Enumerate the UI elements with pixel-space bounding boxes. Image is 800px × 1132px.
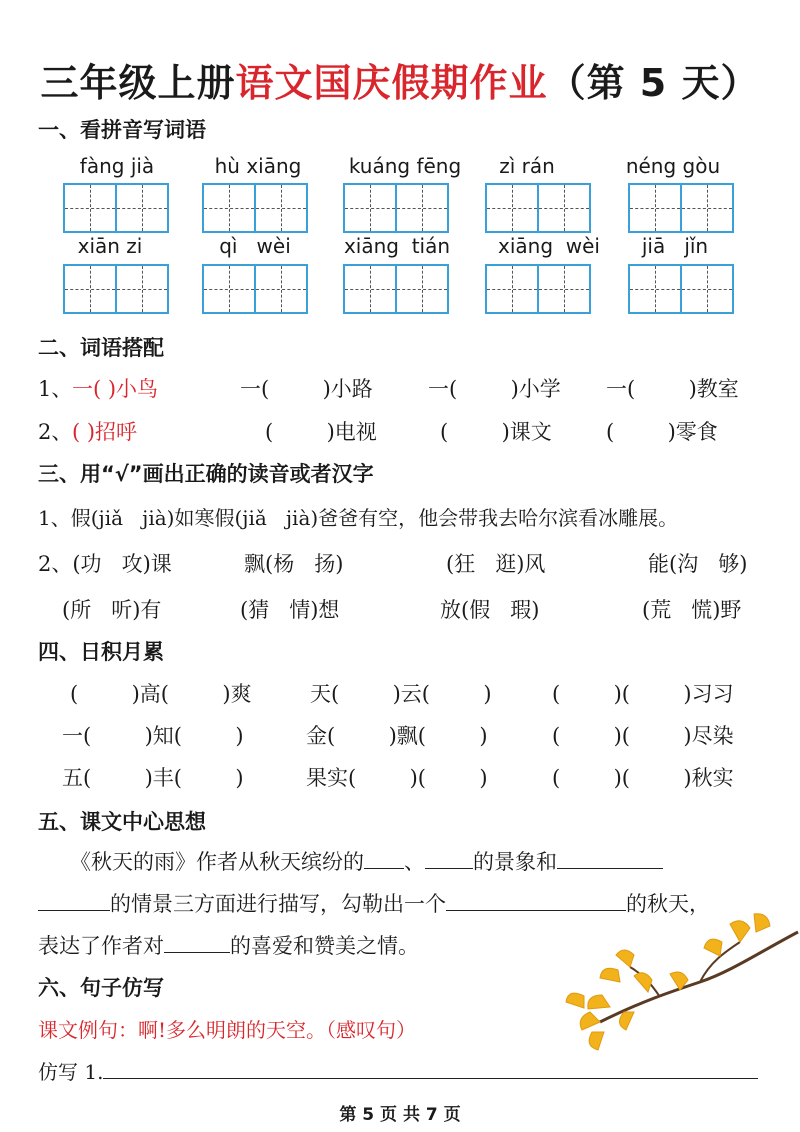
choice-item[interactable]: 飘(杨 扬) — [244, 552, 344, 576]
title-day: （第 5 天） — [547, 61, 760, 105]
idiom-blank[interactable]: 五( )丰( ) — [62, 766, 244, 790]
pinyin-label: xiāng tián — [343, 234, 451, 258]
writing-grid[interactable] — [343, 264, 449, 314]
section4-heading: 四、日积月累 — [38, 640, 164, 664]
writing-grid[interactable] — [63, 264, 169, 314]
summary-text: 表达了作者对 — [38, 934, 164, 958]
pinyin-label: zì rán — [499, 154, 555, 178]
summary-text: 的喜爱和赞美之情。 — [230, 934, 419, 958]
idiom-blank[interactable]: ( )( )尽染 — [552, 724, 734, 748]
section2-heading: 二、词语搭配 — [38, 336, 164, 360]
title-grade: 三年级上册 — [40, 61, 236, 105]
idiom-blank[interactable]: ( )( )习习 — [552, 682, 734, 706]
choice-line[interactable]: 1、假(jiǎ jià)如寒假(jiǎ jià)爸爸有空，他会带我去哈尔滨看冰雕展。 — [38, 506, 679, 530]
pinyin-label: xiāng wèi — [498, 234, 600, 258]
title-subject: 语文国庆假期作业 — [235, 61, 548, 105]
match-example: ( )招呼 — [72, 420, 138, 444]
page-footer: 第 5 页 共 7 页 — [339, 1105, 461, 1125]
summary-line-1 — [70, 846, 663, 876]
writing-grid[interactable] — [485, 264, 591, 314]
pinyin-label: qì wèi — [219, 234, 291, 258]
page-title — [0, 52, 800, 107]
pinyin-label: xiān zi — [77, 234, 143, 258]
idiom-blank[interactable]: 一( )知( ) — [62, 724, 244, 748]
fill-blank[interactable] — [557, 848, 663, 869]
writing-grid[interactable] — [628, 264, 734, 314]
section3-heading: 三、用“√”画出正确的读音或者汉字 — [38, 462, 374, 486]
writing-grid[interactable] — [343, 183, 449, 233]
example-sentence: 课文例句：啊!多么明朗的天空。（感叹句） — [38, 1018, 417, 1042]
imitate-line — [38, 1056, 758, 1085]
summary-text: 、 — [404, 850, 425, 874]
summary-text: 《秋天的雨》作者从秋天缤纷的 — [70, 850, 364, 874]
match-row-number: 2、 — [38, 420, 73, 444]
summary-text: 的秋天， — [626, 892, 710, 916]
choice-item[interactable]: (所 听)有 — [62, 598, 162, 622]
writing-grid[interactable] — [485, 183, 591, 233]
section5-heading: 五、课文中心思想 — [38, 810, 206, 834]
pinyin-label: hù xiāng — [214, 154, 302, 178]
writing-grid[interactable] — [63, 183, 169, 233]
choice-item[interactable]: 2、(功 攻)课 — [38, 552, 172, 576]
idiom-blank[interactable]: 金( )飘( ) — [306, 724, 488, 748]
fill-blank[interactable] — [164, 932, 230, 953]
summary-line-3 — [38, 930, 419, 960]
match-item[interactable]: ( )电视 — [265, 420, 377, 444]
idiom-blank[interactable]: 果实( )( ) — [306, 766, 488, 790]
choice-item[interactable]: 能(沟 够) — [648, 552, 748, 576]
match-item[interactable]: ( )课文 — [440, 420, 552, 444]
match-item[interactable]: ( )零食 — [606, 420, 718, 444]
choice-item[interactable]: 放(假 瑕) — [440, 598, 540, 622]
writing-grid[interactable] — [202, 183, 308, 233]
pinyin-label: jiā jǐn — [641, 234, 709, 258]
idiom-blank[interactable]: ( )( )秋实 — [552, 766, 734, 790]
match-example: 一( )小鸟 — [72, 377, 159, 401]
fill-blank[interactable] — [38, 890, 110, 911]
summary-text: 的情景三方面进行描写，勾勒出一个 — [110, 892, 446, 916]
section6-heading: 六、句子仿写 — [38, 976, 164, 1000]
match-item[interactable]: 一( )小路 — [240, 377, 373, 401]
writing-grid[interactable] — [202, 264, 308, 314]
pinyin-label: kuáng fēng — [348, 154, 462, 178]
summary-text: 的景象和 — [473, 850, 557, 874]
imitate-answer-blank[interactable] — [103, 1058, 758, 1079]
idiom-blank[interactable]: 天( )云( ) — [310, 682, 492, 706]
section1-heading: 一、看拼音写词语 — [38, 118, 206, 142]
choice-item[interactable]: (狂 逛)风 — [446, 552, 546, 576]
pinyin-label: fàng jià — [79, 154, 155, 178]
match-item[interactable]: 一( )小学 — [428, 377, 561, 401]
fill-blank[interactable] — [425, 848, 473, 869]
ginkgo-branch-illustration — [560, 912, 800, 1052]
choice-item[interactable]: (猜 情)想 — [240, 598, 340, 622]
fill-blank[interactable] — [364, 848, 404, 869]
pinyin-label: néng gòu — [625, 154, 721, 178]
choice-item[interactable]: (荒 慌)野 — [642, 598, 742, 622]
fill-blank[interactable] — [446, 890, 626, 911]
match-item[interactable]: 一( )教室 — [606, 377, 739, 401]
imitate-label: 仿写 1. — [38, 1060, 104, 1084]
match-row-number: 1、 — [38, 377, 73, 401]
idiom-blank[interactable]: ( )高( )爽 — [70, 682, 252, 706]
writing-grid[interactable] — [628, 183, 734, 233]
